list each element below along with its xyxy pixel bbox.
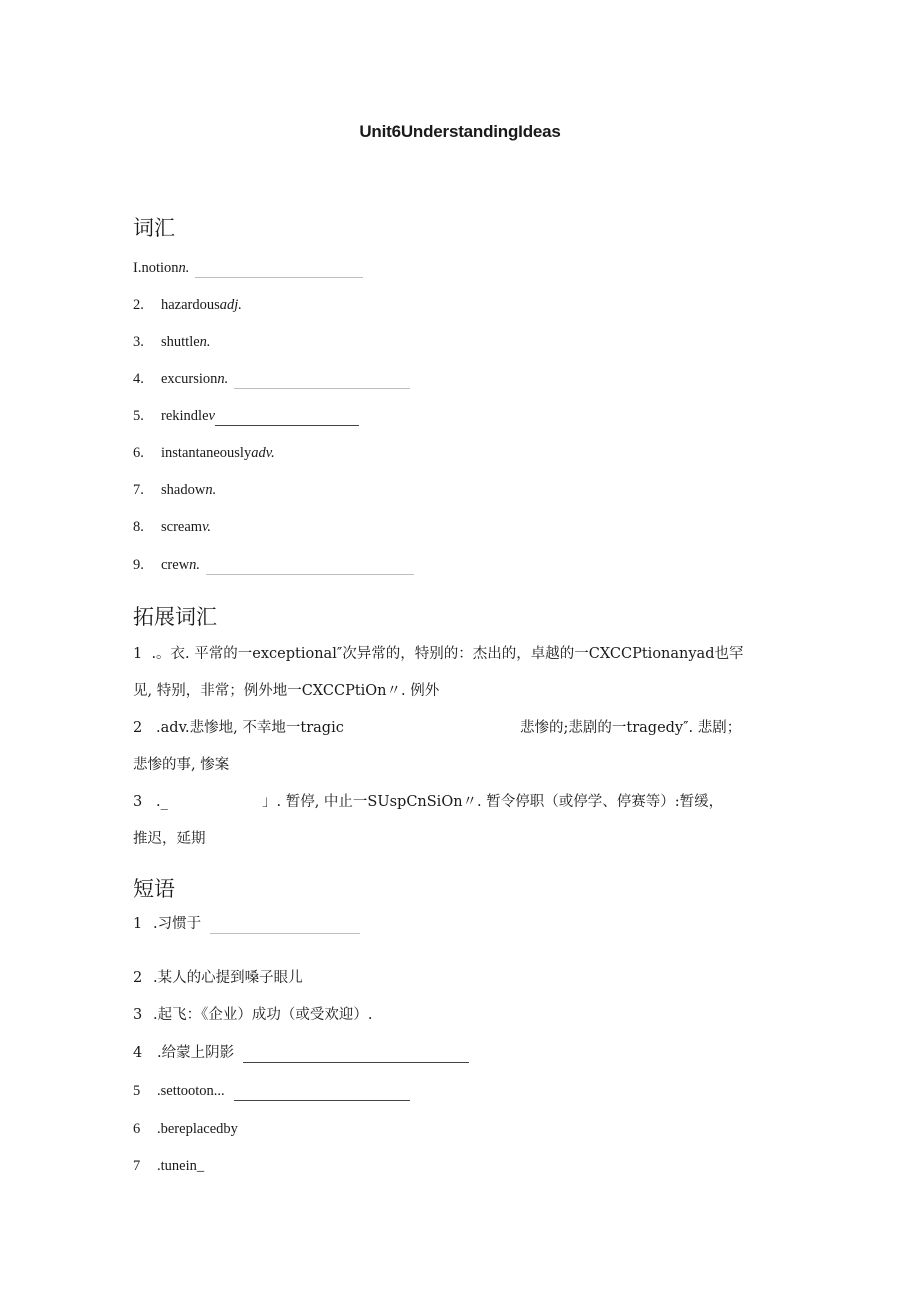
vocab-word: rekindle [161, 408, 209, 424]
part-of-speech: adj. [219, 297, 242, 313]
extended-line: 见, 特别，非常；例外地一CXCCPtiOn〃. 例外 [133, 683, 440, 699]
item-number: I. [133, 260, 142, 276]
item-number: 4. [133, 371, 144, 387]
item-number: 4 [133, 1045, 143, 1061]
phrase-item [133, 1119, 238, 1139]
item-number: 8. [133, 519, 144, 535]
phrase-text: .tunein_ [157, 1158, 205, 1174]
phrase-item [133, 1156, 204, 1176]
vocab-word: hazardous [161, 297, 220, 313]
phrase-item [133, 1081, 410, 1101]
vocab-item [133, 295, 242, 315]
vocab-item [133, 369, 410, 389]
item-number: 9. [133, 557, 144, 573]
phrase-item [133, 968, 303, 988]
answer-blank[interactable] [234, 374, 410, 389]
answer-blank[interactable] [234, 1086, 410, 1101]
part-of-speech: n. [189, 557, 201, 573]
extended-line: 悲惨的;悲剧的一tragedy″. 悲剧； [520, 720, 742, 736]
item-number: 7 [133, 1158, 141, 1174]
item-number: 3 [133, 1007, 143, 1023]
answer-blank[interactable] [206, 560, 414, 575]
part-of-speech: v. [202, 519, 212, 535]
section-heading-extended: 拓展词汇 [133, 605, 217, 629]
phrase-text: .bereplacedby [157, 1121, 238, 1137]
part-of-speech: adv. [251, 445, 275, 461]
section-heading-vocab: 词汇 [133, 216, 175, 240]
part-of-speech: n. [205, 482, 217, 498]
item-number: 6 [133, 1121, 141, 1137]
part-of-speech: n. [217, 371, 229, 387]
vocab-word: crew [161, 557, 190, 573]
vocab-item [133, 555, 414, 575]
phrase-text: .起飞：《企业）成功（或受欢迎）. [153, 1007, 373, 1023]
vocab-word: shadow [161, 482, 206, 498]
phrase-text: .给蒙上阴影 [157, 1045, 235, 1061]
item-number: 1 [133, 916, 143, 932]
item-number: 2. [133, 297, 144, 313]
page-title: Unit6UnderstandingIdeas [359, 122, 561, 141]
item-number: 5. [133, 408, 144, 424]
vocab-item [133, 517, 211, 537]
extended-line: 1 .。衣. 平常的一exceptional″次异常的，特别的：杰出的，卓越的一CXCCPtionanyad也罕 [133, 646, 744, 662]
phrase-item [133, 1043, 469, 1063]
vocab-item [133, 406, 359, 426]
part-of-speech: n. [199, 334, 211, 350]
extended-line: 悲惨的事, 惨案 [133, 757, 230, 773]
item-number: 5 [133, 1083, 141, 1099]
item-number: 6. [133, 445, 144, 461]
vocab-word: excursion [161, 371, 218, 387]
vocab-word: instantaneously [161, 445, 252, 461]
phrase-text: .习惯于 [153, 916, 202, 932]
answer-blank[interactable] [243, 1048, 469, 1063]
vocab-word: notion [141, 260, 179, 276]
phrase-text: .某人的心提到嗓子眼儿 [153, 970, 303, 986]
extended-line: 」. 暂停, 中止一SUspCnSiOn〃. 暂令停职（或停学、停赛等）:暂缓， [262, 794, 724, 810]
extended-line: 3 ._ [133, 794, 168, 810]
vocab-word: scream [161, 519, 203, 535]
part-of-speech: n. [178, 260, 190, 276]
vocab-item [133, 443, 275, 463]
item-number: 2 [133, 970, 143, 986]
section-heading-phrases: 短语 [133, 877, 175, 901]
phrase-item [133, 1005, 372, 1025]
phrase-text: .settooton... [157, 1083, 225, 1099]
item-number: 7. [133, 482, 144, 498]
phrase-item [133, 914, 360, 934]
answer-blank[interactable] [210, 919, 360, 934]
vocab-item [133, 258, 363, 278]
part-of-speech: v [208, 408, 215, 424]
vocab-word: shuttle [161, 334, 200, 350]
extended-line: 2 .adv.悲惨地, 不幸地一tragic [133, 720, 344, 736]
answer-blank[interactable] [215, 411, 359, 426]
item-number: 3. [133, 334, 144, 350]
answer-blank[interactable] [195, 263, 363, 278]
extended-line: 推迟，延期 [133, 831, 206, 847]
vocab-item [133, 480, 216, 500]
vocab-item [133, 332, 211, 352]
